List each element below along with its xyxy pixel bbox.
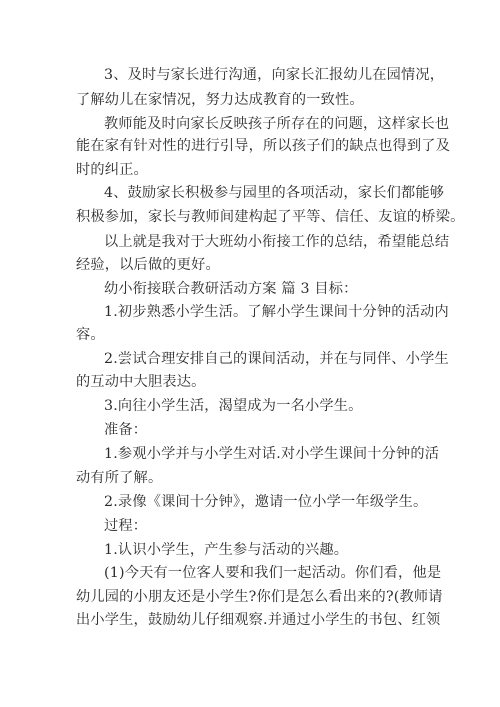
text-line: 容。 xyxy=(76,327,105,343)
text-line: 1.认识小学生，产生参与活动的兴趣。 xyxy=(104,542,349,558)
text-line: 1.参观小学并与小学生对话.对小学生课间十分钟的活 xyxy=(104,446,440,462)
text-line: 2.录像《课间十分钟》，邀请一位小学一年级学生。 xyxy=(104,494,428,510)
text-line: 积极参加，家长与教师间建构起了平等、信任、友谊的桥梁。 xyxy=(76,209,465,225)
text-line: 出小学生，鼓励幼儿仔细观察.并通过小学生的书包、红领 xyxy=(76,612,441,628)
text-line: 教师能及时向家长反映孩子所存在的问题，这样家长也 xyxy=(104,116,450,132)
text-line: 了解幼儿在家情况，努力达成教育的一致性。 xyxy=(76,92,364,108)
section-heading: 幼小衔接联合教研活动方案 篇 3 目标： xyxy=(104,281,358,297)
text-line: 幼儿园的小朋友还是小学生?你们是怎么看出来的?(教师请 xyxy=(76,589,443,605)
text-line: 能在家有针对性的进行引导，所以孩子们的缺点也得到了及 xyxy=(76,138,451,154)
text-line: 3.向往小学生活，渴望成为一名小学生。 xyxy=(104,398,363,414)
text-line: 过程： xyxy=(104,518,148,534)
text-line: 准备： xyxy=(104,422,148,438)
text-line: 以上就是我对于大班幼小衔接工作的总结，希望能总结 xyxy=(104,234,450,250)
text-line: 3、及时与家长进行沟通，向家长汇报幼儿在园情况， xyxy=(104,67,445,83)
text-line: 经验，以后做的更好。 xyxy=(76,257,220,273)
text-line: 动有所了解。 xyxy=(76,470,163,486)
text-line: (1)今天有一位客人要和我们一起活动。你们看，他是 xyxy=(104,565,442,581)
text-line: 1.初步熟悉小学生活。了解小学生课间十分钟的活动内 xyxy=(104,304,449,320)
text-line: 2.尝试合理安排自己的课间活动，并在与同伴、小学生 xyxy=(104,351,449,367)
text-line: 的互动中大胆表达。 xyxy=(76,374,206,390)
text-line: 时的纠正。 xyxy=(76,162,148,178)
text-line: 4、鼓励家长积极参与园里的各项活动，家长们都能够 xyxy=(104,185,445,201)
